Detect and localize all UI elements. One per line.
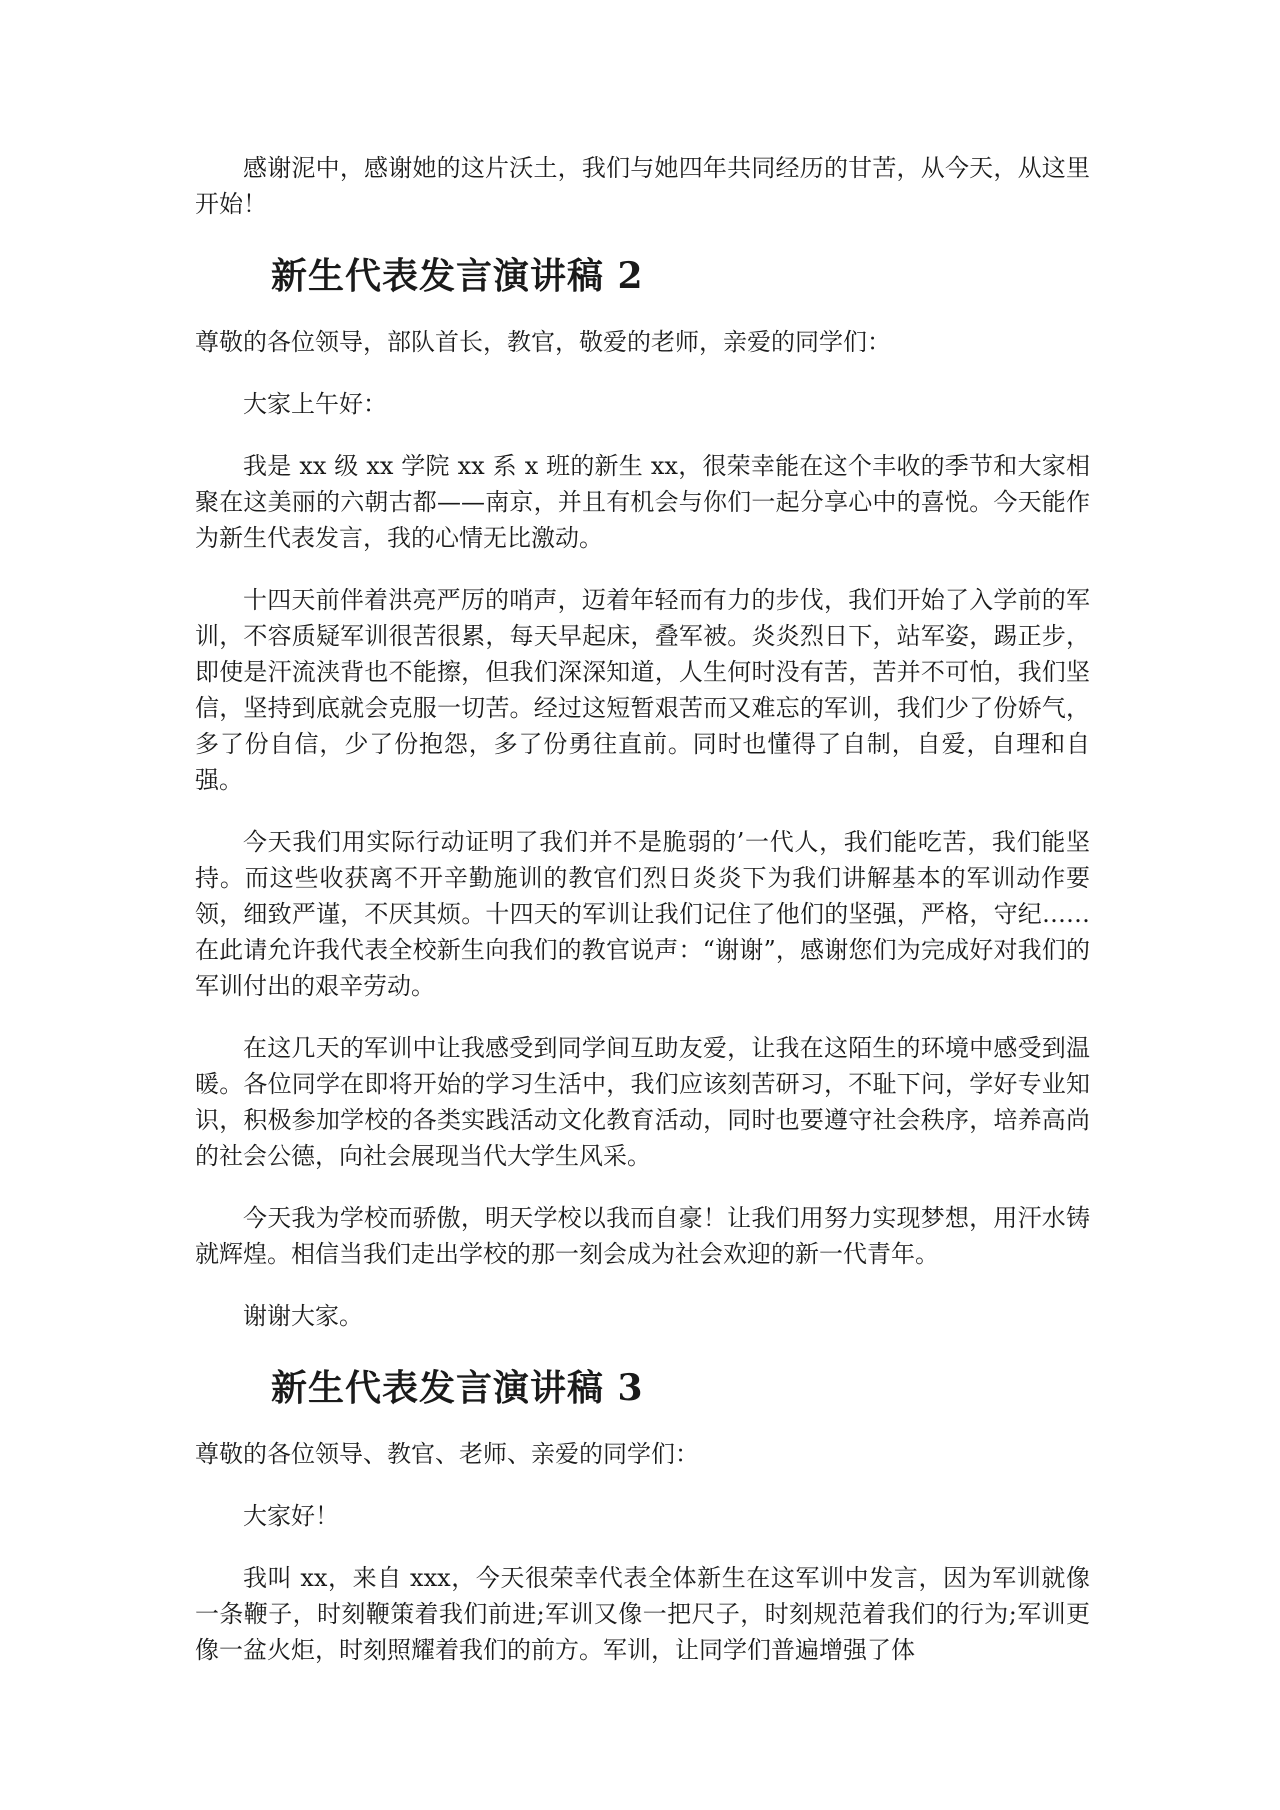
section-2-greeting: 大家上午好： <box>243 390 387 418</box>
section-2-title: 新生代表发言演讲稿 2 <box>271 255 644 297</box>
section-3-greeting: 大家好！ <box>243 1502 339 1530</box>
section-2-paragraph-4: 在这几天的军训中让我感受到同学间互助友爱，让我在这陌生的环境中感受到温暖。各位同学在即将开始的学习生活中，我们应该刻苦研习，不耻下问，学好专业知识，积极参加学校的各类实践活动文化教育活动，同时也要遵守社会秩序，培养高尚的社会公德，向社会展现当代大学生风采。 <box>195 1034 1090 1170</box>
section-2-paragraph-1: 我是 xx 级 xx 学院 xx 系 x 班的新生 xx，很荣幸能在这个丰收的季节和大家相聚在这美丽的六朝古都——南京，并且有机会与你们一起分享心中的喜悦。今天能作为新生代表发言，我的心情无比激动。 <box>195 452 1090 552</box>
section-3-paragraph-1: 我叫 xx，来自 xxx，今天很荣幸代表全体新生在这军训中发言，因为军训就像一条鞭子，时刻鞭策着我们前进;军训又像一把尺子，时刻规范着我们的行为;军训更像一盆火炬，时刻照耀着我们的前方。军训，让同学们普遍增强了体 <box>195 1564 1090 1664</box>
intro-paragraph: 感谢泥中，感谢她的这片沃土，我们与她四年共同经历的甘苦，从今天，从这里开始！ <box>195 154 1090 218</box>
document-body <box>195 150 1090 1668</box>
section-3-title: 新生代表发言演讲稿 3 <box>271 1367 644 1409</box>
section-2-paragraph-3: 今天我们用实际行动证明了我们并不是脆弱的’一代人，我们能吃苦，我们能坚持。而这些收获离不开辛勤施训的教官们烈日炎炎下为我们讲解基本的军训动作要领，细致严谨，不厌其烦。十四天的军训让我们记住了他们的坚强，严格，守纪……在此请允许我代表全校新生向我们的教官说声：“谢谢”，感谢您们为完成好对我们的军训付出的艰辛劳动。 <box>195 828 1090 1000</box>
section-2-paragraph-2: 十四天前伴着洪亮严厉的哨声，迈着年轻而有力的步伐，我们开始了入学前的军训，不容质疑军训很苦很累，每天早起床，叠军被。炎炎烈日下，站军姿，踢正步，即使是汗流浃背也不能擦，但我们深深知道，人生何时没有苦，苦并不可怕，我们坚信，坚持到底就会克服一切苦。经过这短暂艰苦而又难忘的军训，我们少了份娇气，多了份自信，少了份抱怨，多了份勇往直前。同时也懂得了自制，自爱，自理和自强。 <box>195 586 1090 794</box>
section-2-salutation: 尊敬的各位领导，部队首长，教官，敬爱的老师，亲爱的同学们： <box>195 328 891 356</box>
section-3-salutation: 尊敬的各位领导、教官、老师、亲爱的同学们： <box>195 1440 699 1468</box>
section-2-paragraph-5: 今天我为学校而骄傲，明天学校以我而自豪！让我们用努力实现梦想，用汗水铸就辉煌。相信当我们走出学校的那一刻会成为社会欢迎的新一代青年。 <box>195 1204 1090 1268</box>
section-2-closing: 谢谢大家。 <box>243 1302 363 1330</box>
